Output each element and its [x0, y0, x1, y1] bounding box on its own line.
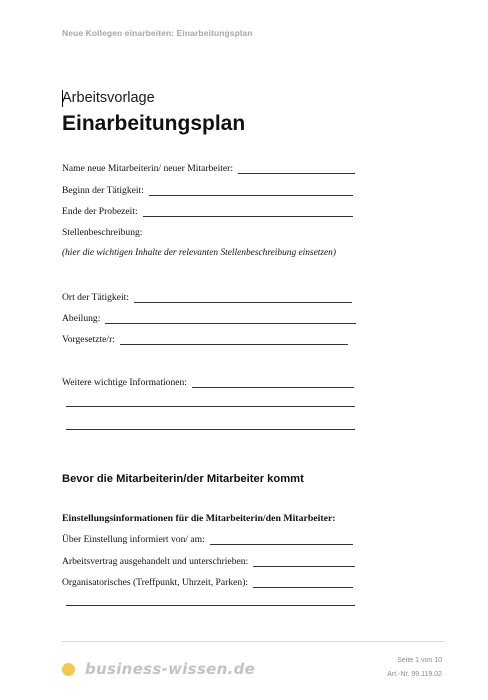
field-beginn-label: Beginn der Tätigkeit:	[62, 185, 144, 196]
field-beginn-line[interactable]	[149, 186, 353, 196]
blank-line[interactable]	[66, 605, 355, 606]
field-arbeitsvertrag-label: Arbeitsvertrag ausgehandelt und unterschrieben:	[62, 556, 249, 567]
subheading: Einstellungsinformationen für die Mitarbeiterin/den Mitarbeiter:	[62, 513, 336, 524]
running-header: Neue Kollegen einarbeiten: Einarbeitungsplan	[62, 28, 253, 38]
section-heading: Bevor die Mitarbeiterin/der Mitarbeiter kommt	[62, 473, 304, 485]
field-einstellung-line[interactable]	[210, 535, 353, 545]
field-einstellung-label: Über Einstellung informiert von/ am:	[62, 534, 205, 545]
field-probezeit[interactable]	[62, 206, 353, 217]
field-einstellung[interactable]	[62, 534, 353, 545]
field-abteilung-label: Abeilung:	[62, 313, 101, 324]
field-arbeitsvertrag[interactable]	[62, 556, 355, 567]
field-abteilung-line[interactable]	[105, 314, 356, 324]
business-wissen-logo	[62, 660, 255, 678]
field-name[interactable]	[62, 163, 355, 174]
field-ort-line[interactable]	[134, 293, 352, 303]
logo-text: business-wissen.de	[85, 660, 256, 678]
field-vorgesetzte-line[interactable]	[120, 335, 348, 345]
field-name-label: Name neue Mitarbeiterin/ neuer Mitarbeiter:	[62, 163, 234, 174]
field-probezeit-line[interactable]	[143, 207, 353, 217]
field-arbeitsvertrag-line[interactable]	[253, 557, 355, 567]
field-organisatorisches-label: Organisatorisches (Treffpunkt, Uhrzeit, Parken):	[62, 577, 249, 588]
footer-divider	[62, 641, 445, 642]
field-weitere-line[interactable]	[192, 378, 354, 388]
field-stellenbeschreibung-label: Stellenbeschreibung:	[62, 227, 143, 238]
field-vorgesetzte-label: Vorgesetzte/r:	[62, 334, 115, 345]
pre-title: Arbeitsvorlage	[62, 90, 155, 106]
field-ort-label: Ort der Tätigkeit:	[62, 292, 129, 303]
field-vorgesetzte[interactable]	[62, 334, 348, 345]
field-ort[interactable]	[62, 292, 352, 303]
field-probezeit-label: Ende der Probezeit:	[62, 206, 138, 217]
field-organisatorisches-line[interactable]	[253, 578, 353, 588]
field-beginn[interactable]	[62, 185, 353, 196]
document-title: Einarbeitungsplan	[62, 112, 246, 135]
page-number: Seite 1 von 10	[397, 657, 442, 664]
field-weitere-label: Weitere wichtige Informationen:	[62, 377, 187, 388]
field-abteilung[interactable]	[62, 313, 356, 324]
field-stellenbeschreibung	[62, 227, 142, 238]
field-name-line[interactable]	[238, 164, 355, 174]
hint-text: (hier die wichtigen Inhalte der relevanten Stellenbeschreibung einsetzen)	[62, 248, 336, 258]
blank-line[interactable]	[66, 429, 355, 430]
article-number: Art.-Nr. 99.119.02	[387, 671, 442, 678]
field-organisatorisches[interactable]	[62, 577, 353, 588]
blank-line[interactable]	[66, 406, 355, 407]
logo-dot-icon	[62, 663, 75, 676]
field-weitere[interactable]	[62, 377, 354, 388]
